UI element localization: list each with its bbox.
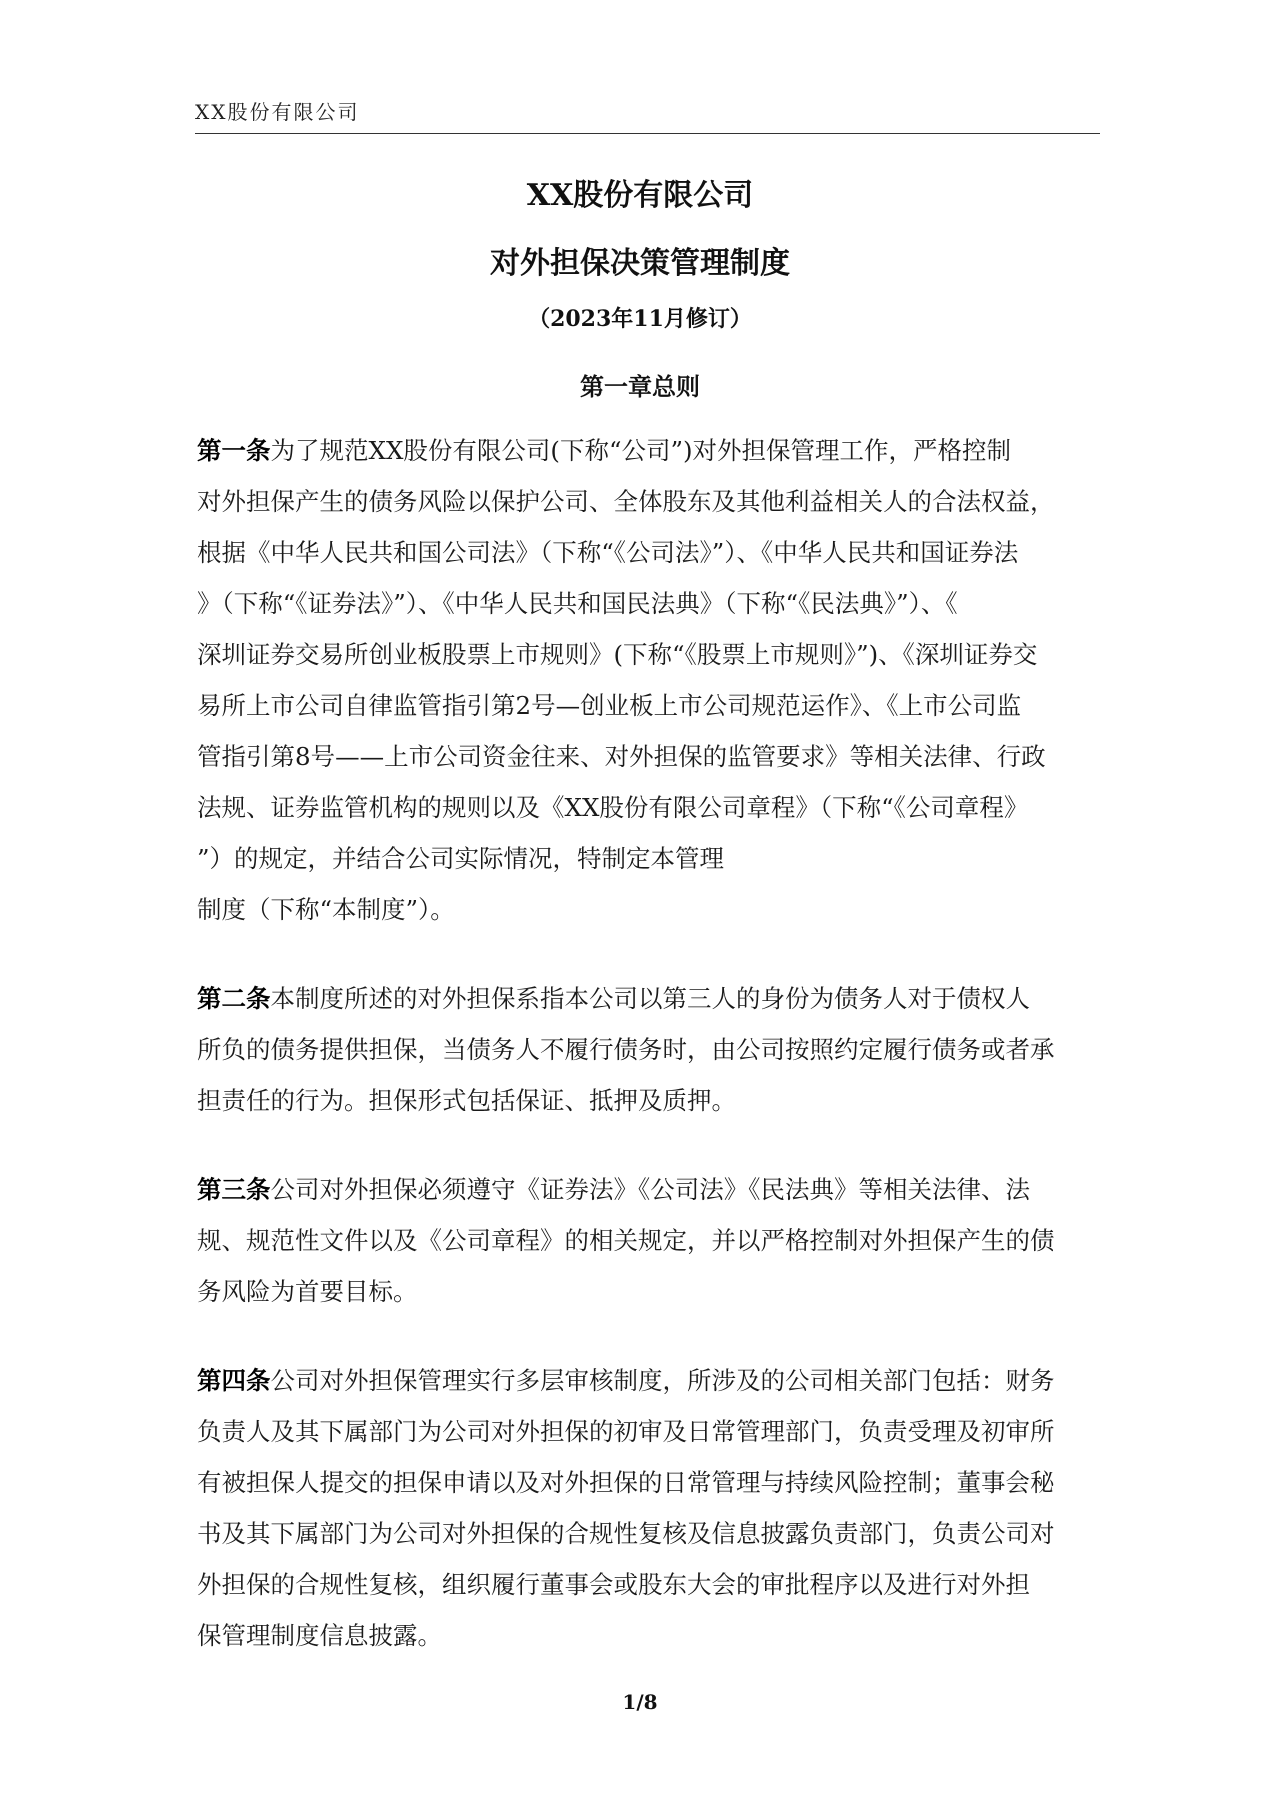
page-header: XX股份有限公司	[195, 96, 1100, 134]
article-text-line: 担责任的行为。担保形式包括保证、抵押及质押。	[197, 1086, 736, 1115]
article-text-line: 法规、证券监管机构的规则以及《XX股份有限公司章程》（下称“《公司章程》	[197, 793, 1029, 822]
article-text-line: 务风险为首要目标。	[197, 1277, 418, 1306]
article-text-line: 有被担保人提交的担保申请以及对外担保的日常管理与持续风险控制；董事会秘	[197, 1468, 1055, 1497]
article-text-line: 本制度所述的对外担保系指本公司以第三人的身份为债务人对于债权人	[270, 984, 1030, 1013]
article-text-line: 公司对外担保必须遵守《证券法》《公司法》《民法典》等相关法律、法	[270, 1175, 1030, 1204]
article-text-line: 公司对外担保管理实行多层审核制度，所涉及的公司相关部门包括：财务	[270, 1366, 1055, 1395]
article-text-line: 深圳证券交易所创业板股票上市规则》(下称“《股票上市规则》”)、《深圳证券交	[197, 640, 1038, 669]
article-lead: 第三条	[197, 1175, 271, 1204]
document-body	[197, 425, 1092, 1699]
chapter-heading: 第一章总则	[580, 372, 700, 401]
article-lead: 第四条	[197, 1366, 271, 1395]
article-text-line: 》（下称“《证券法》”）、《中华人民共和国民法典》（下称“《民法典》”）、《	[197, 589, 958, 618]
revision-date: （2023年11月修订）	[528, 306, 752, 332]
article-text-line: 管指引第8号——上市公司资金往来、对外担保的监管要求》等相关法律、行政	[197, 742, 1046, 771]
article-lead: 第二条	[197, 984, 271, 1013]
document-title-company: XX股份有限公司	[526, 178, 754, 213]
document-title: 对外担保决策管理制度	[490, 246, 790, 281]
article-1	[197, 425, 1092, 935]
article-lead: 第一条	[197, 436, 271, 465]
article-text-line: 所负的债务提供担保，当债务人不履行债务时，由公司按照约定履行债务或者承	[197, 1035, 1055, 1064]
article-text-line: 根据《中华人民共和国公司法》（下称“《公司法》”）、《中华人民共和国证券法	[197, 538, 1019, 567]
article-text-line: ”）的规定，并结合公司实际情况，特制定本管理	[197, 844, 725, 873]
article-text-line: 规、规范性文件以及《公司章程》的相关规定，并以严格控制对外担保产生的债	[197, 1226, 1055, 1255]
article-4	[197, 1355, 1092, 1661]
article-text-line: 制度（下称“本制度”）。	[197, 895, 455, 924]
article-text-line: 保管理制度信息披露。	[197, 1621, 442, 1650]
article-3	[197, 1164, 1092, 1317]
article-text-line: 为了规范XX股份有限公司(下称“公司”)对外担保管理工作，严格控制	[270, 436, 1012, 465]
article-2	[197, 973, 1092, 1126]
article-text-line: 对外担保产生的债务风险以保护公司、全体股东及其他利益相关人的合法权益，	[197, 487, 1055, 516]
article-text-line: 外担保的合规性复核，组织履行董事会或股东大会的审批程序以及进行对外担	[197, 1570, 1030, 1599]
article-text-line: 负责人及其下属部门为公司对外担保的初审及日常管理部门，负责受理及初审所	[197, 1417, 1055, 1446]
article-text-line: 易所上市公司自律监管指引第2号—创业板上市公司规范运作》、《上市公司监	[197, 691, 1022, 720]
article-text-line: 书及其下属部门为公司对外担保的合规性复核及信息披露负责部门，负责公司对	[197, 1519, 1055, 1548]
page-number: 1/8	[622, 1690, 658, 1714]
